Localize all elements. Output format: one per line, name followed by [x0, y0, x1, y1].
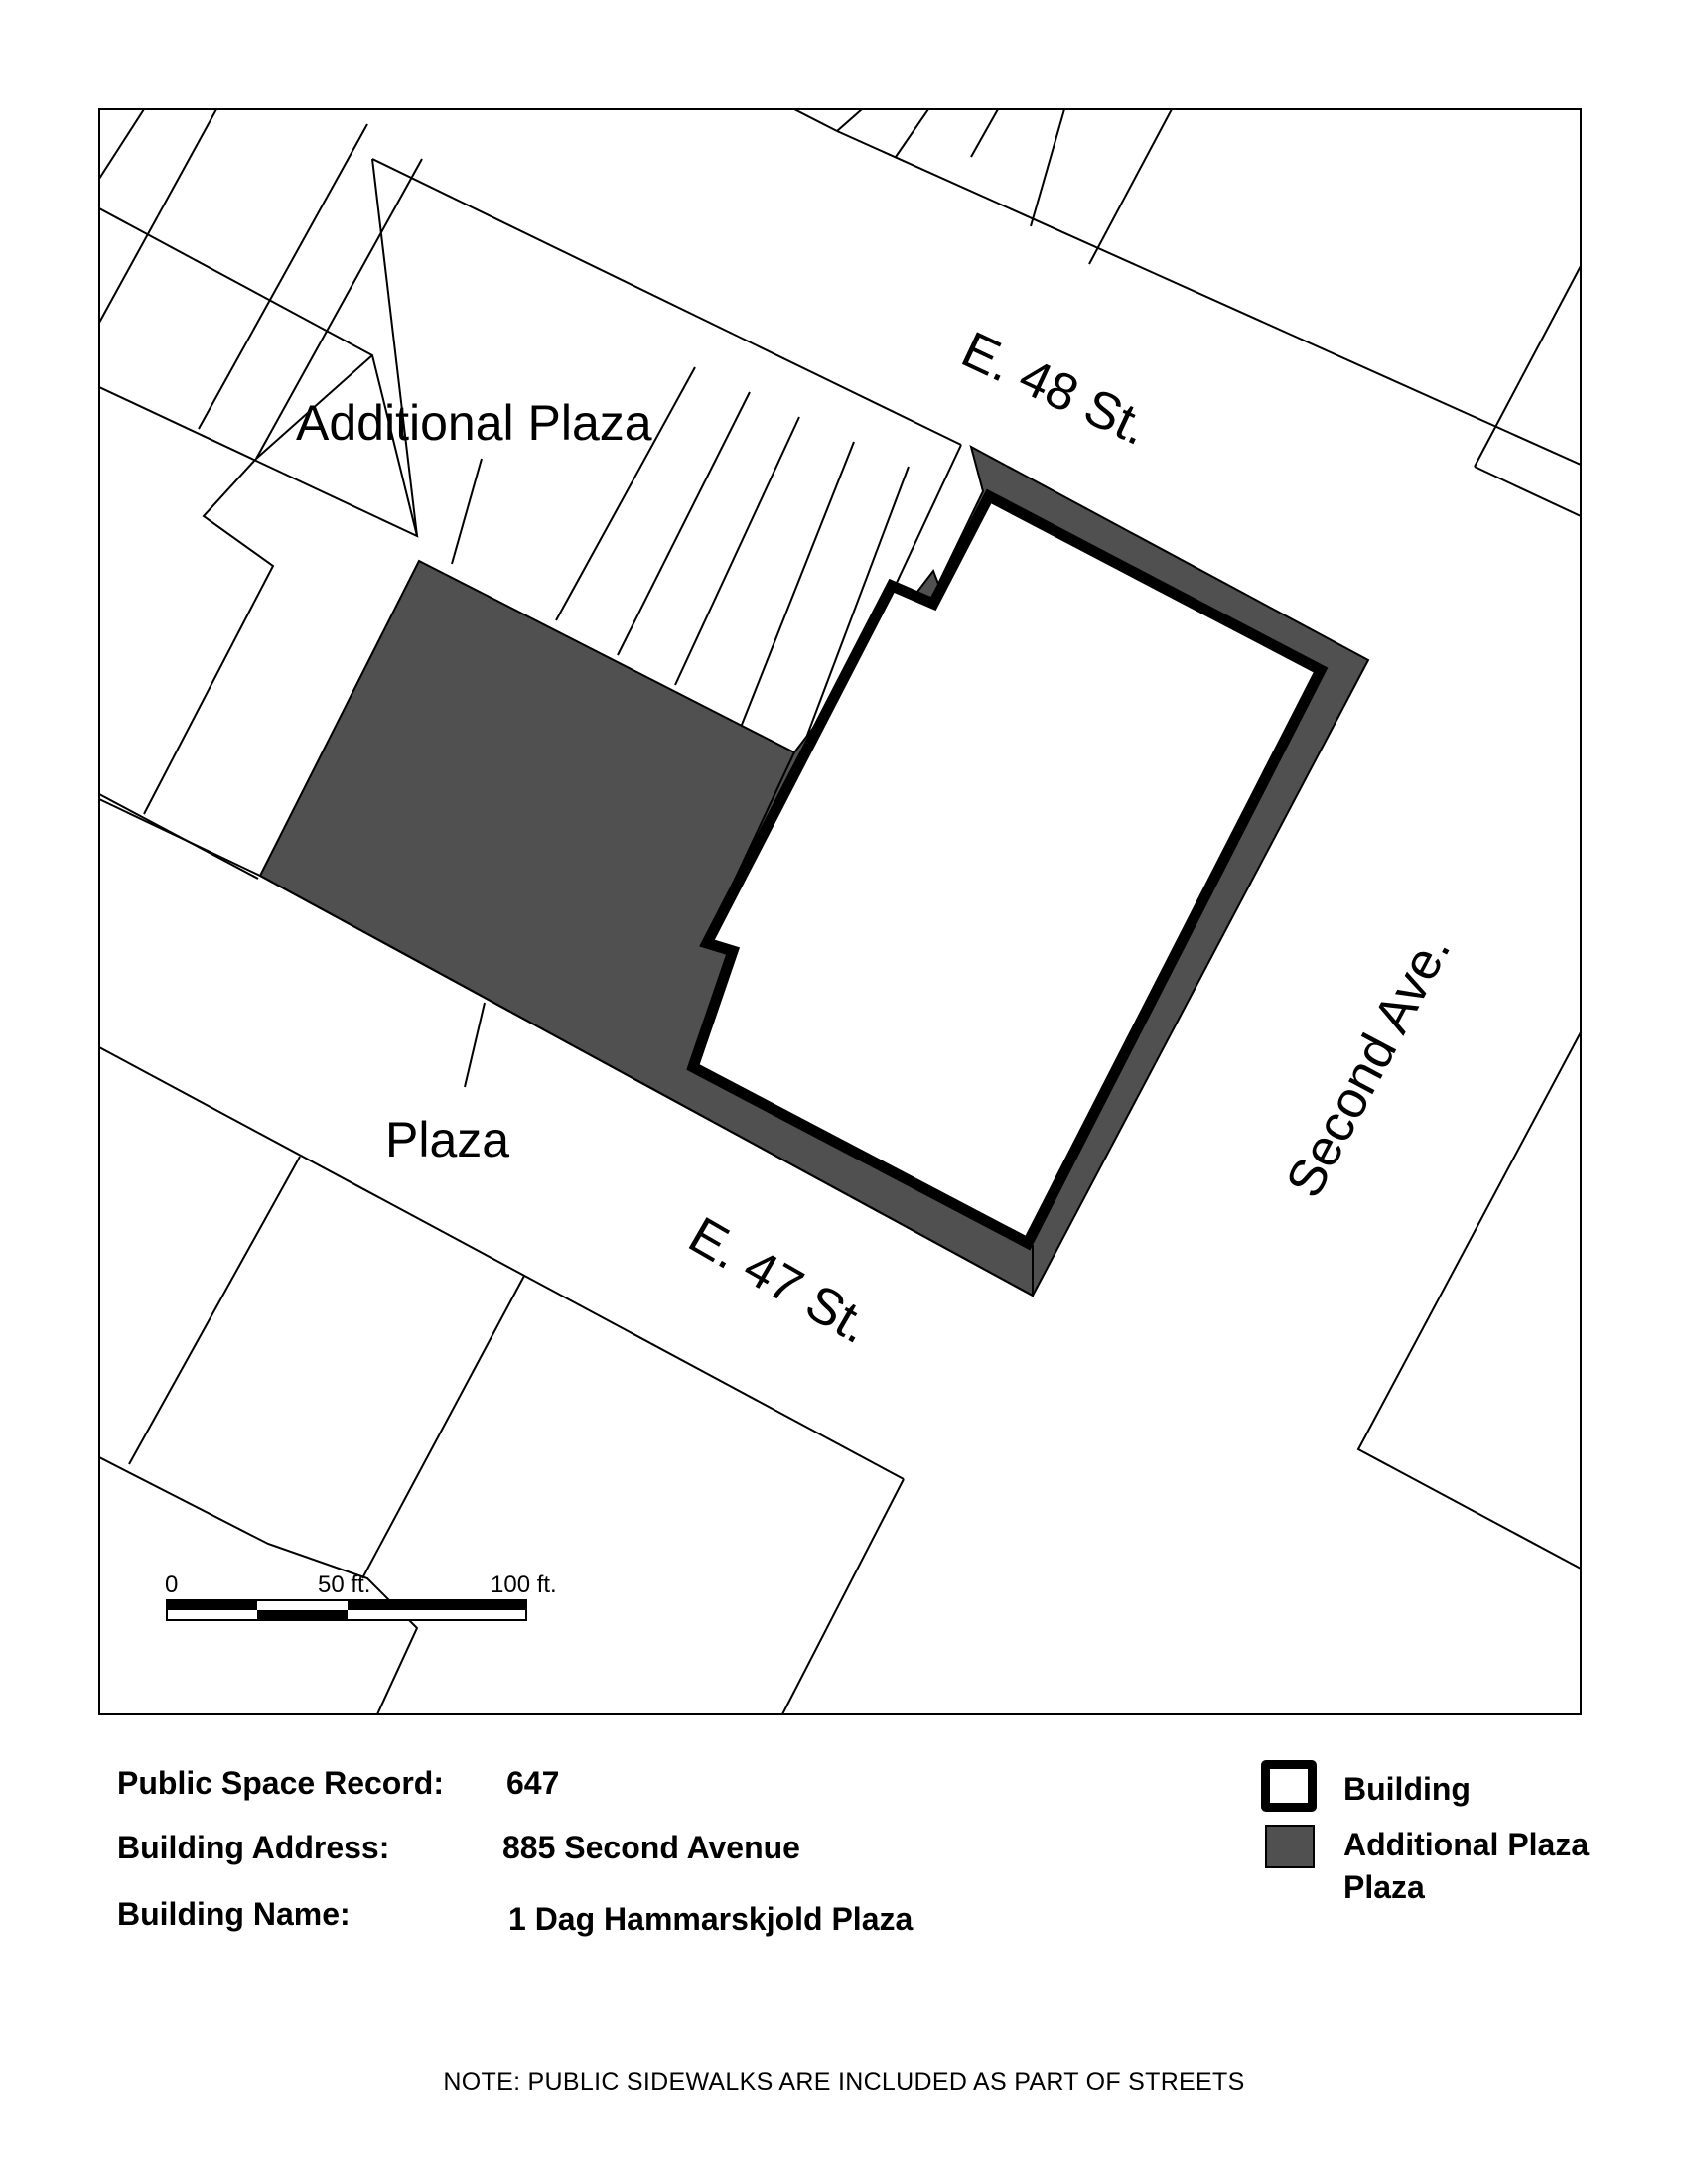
- plaza-leader: [465, 1003, 485, 1087]
- scale-zero-label: 0: [165, 1571, 179, 1598]
- scale-mid-label: 50 ft.: [318, 1571, 371, 1598]
- legend-plaza-label: Plaza: [1343, 1869, 1425, 1905]
- address-label: Building Address:: [117, 1830, 390, 1865]
- plaza-legend-icon: [1265, 1825, 1315, 1868]
- record-label: Public Space Record:: [117, 1765, 444, 1801]
- e47-label: E. 47 St.: [679, 1206, 880, 1356]
- additional-plaza-label: Additional Plaza: [296, 395, 652, 451]
- sidewalk-note: NOTE: PUBLIC SIDEWALKS ARE INCLUDED AS PART OF STREETS: [443, 2068, 1245, 2096]
- building-name-label: Building Name:: [117, 1896, 351, 1932]
- scale-end-label: 100 ft.: [491, 1571, 557, 1598]
- building-name-value: 1 Dag Hammarskjold Plaza: [508, 1901, 914, 1937]
- additional-plaza-leader: [452, 459, 482, 564]
- legend-additional-plaza-label: Additional Plaza: [1343, 1827, 1590, 1862]
- legend-building-label: Building: [1343, 1771, 1471, 1807]
- building-legend-icon: [1261, 1760, 1317, 1812]
- lot-lines-north: [99, 109, 1581, 516]
- e48-label: E. 48 St.: [952, 321, 1158, 458]
- plaza-label: Plaza: [385, 1112, 510, 1167]
- record-value: 647: [506, 1765, 560, 1801]
- scale-bar: [165, 1571, 557, 1620]
- address-value: 885 Second Avenue: [502, 1830, 800, 1865]
- second-ave-label: Second Ave.: [1275, 924, 1463, 1207]
